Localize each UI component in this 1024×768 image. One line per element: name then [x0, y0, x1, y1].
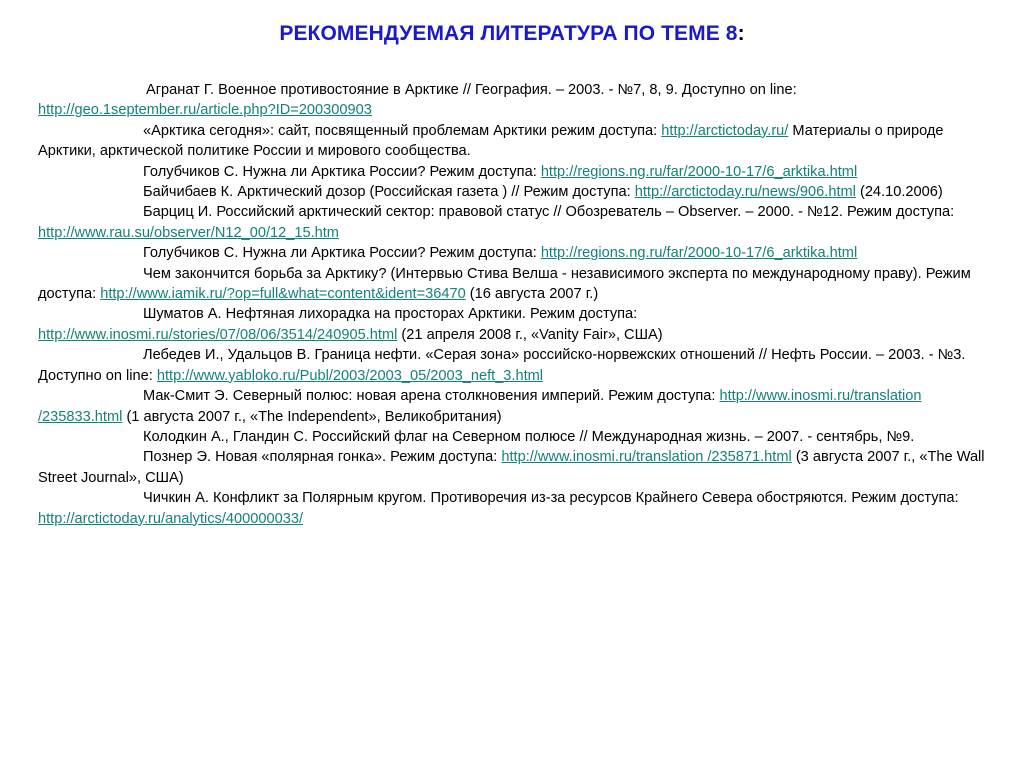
reference-link[interactable]: http://www.rau.su/observer/N12_00/12_15.htm — [38, 224, 339, 241]
reference-item — [38, 427, 998, 447]
reference-note: (21 апреля 2008 г., «Vanity Fair», США) — [397, 326, 663, 343]
reference-text: Чем закончится борьба за Арктику? (Интервью Стива Велша - независимого эксперта по международному праву). Режим доступа: — [38, 265, 971, 303]
reference-note: (3 августа 2007 г., «The Wall Street Journal», США) — [38, 449, 985, 486]
reference-list — [38, 80, 998, 529]
reference-text: «Арктика сегодня»: сайт, посвященный проблемам Арктики режим доступа: — [143, 122, 662, 139]
reference-link[interactable]: http://www.inosmi.ru/stories/07/08/06/3514/240905.html — [38, 326, 398, 343]
reference-item — [38, 488, 998, 529]
reference-text: Барциц И. Российский арктический сектор: правовой статус // Обозреватель – Observer. – 2000. - №12. Режим доступа: — [143, 204, 955, 221]
reference-item — [38, 202, 998, 243]
reference-item — [38, 345, 998, 386]
reference-item — [38, 386, 998, 427]
reference-link[interactable]: http://regions.ng.ru/far/2000-10-17/6_arktika.html — [540, 245, 858, 262]
reference-text: Голубчиков С. Нужна ли Арктика России? Режим доступа: — [143, 245, 541, 262]
page-title — [0, 22, 1024, 46]
reference-item — [38, 304, 998, 345]
reference-note: (24.10.2006) — [855, 184, 943, 201]
reference-item — [38, 80, 998, 121]
reference-item — [38, 162, 998, 182]
reference-item — [38, 447, 998, 488]
reference-link[interactable]: http://www.iamik.ru/?op=full&what=content&ident=36470 — [100, 286, 466, 303]
reference-text: Мак-Смит Э. Северный полюс: новая арена столкновения империй. Режим доступа: — [143, 388, 720, 405]
reference-text: Лебедев И., Удальцов В. Граница нефти. «Серая зона» российско-норвежских отношений // Нефть России. – 2003. - №3. Доступно on line: — [38, 347, 966, 384]
reference-link[interactable]: http://arctictoday.ru/news/906.html — [634, 184, 856, 201]
reference-link[interactable]: http://arctictoday.ru/analytics/400000033/ — [38, 510, 304, 527]
reference-text: Чичкин А. Конфликт за Полярным кругом. Противоречия из-за ресурсов Крайнего Севера обостряются. Режим доступа: — [143, 490, 959, 507]
reference-item — [38, 182, 998, 202]
reference-link[interactable]: http://regions.ng.ru/far/2000-10-17/6_arktika.html — [540, 163, 858, 180]
reference-text: Агранат Г. Военное противостояние в Арктике // География. – 2003. - №7, 8, 9. Доступно on line: — [146, 82, 797, 98]
reference-link[interactable]: http://geo.1september.ru/article.php?ID=200300903 — [38, 102, 372, 119]
reference-link[interactable]: http://www.inosmi.ru/translation /235871.html — [501, 449, 792, 466]
reference-note: (1 августа 2007 г., «The Independent», Великобритания) — [122, 408, 502, 425]
reference-note: Материалы о природе Арктики, арктической политике России и мирового сообщества. — [38, 122, 944, 160]
reference-item — [38, 121, 998, 162]
reference-text: Байчибаев К. Арктический дозор (Российская газета ) // Режим доступа: — [143, 184, 635, 201]
reference-link[interactable]: http://www.yabloko.ru/Publ/2003/2003_05/2003_neft_3.html — [156, 367, 544, 384]
reference-text: Шуматов А. Нефтяная лихорадка на просторах Арктики. Режим доступа: — [143, 306, 638, 323]
reference-item — [38, 243, 998, 263]
page-title-colon: : — [737, 22, 745, 45]
reference-link[interactable]: http://www.inosmi.ru/translation /235833.html — [38, 388, 922, 425]
reference-text: Колодкин А., Гландин С. Российский флаг на Северном полюсе // Международная жизнь. – 2007. - сентябрь, №9. — [143, 428, 915, 445]
reference-text: Познер Э. Новая «полярная гонка». Режим доступа: — [143, 449, 502, 466]
page-title-text: РЕКОМЕНДУЕМАЯ ЛИТЕРАТУРА ПО ТЕМЕ 8 — [279, 22, 738, 45]
reference-item — [38, 264, 998, 305]
reference-note: (16 августа 2007 г.) — [465, 286, 599, 303]
reference-link[interactable]: http://arctictoday.ru/ — [661, 122, 789, 139]
reference-text: Голубчиков С. Нужна ли Арктика России? Режим доступа: — [143, 163, 541, 180]
